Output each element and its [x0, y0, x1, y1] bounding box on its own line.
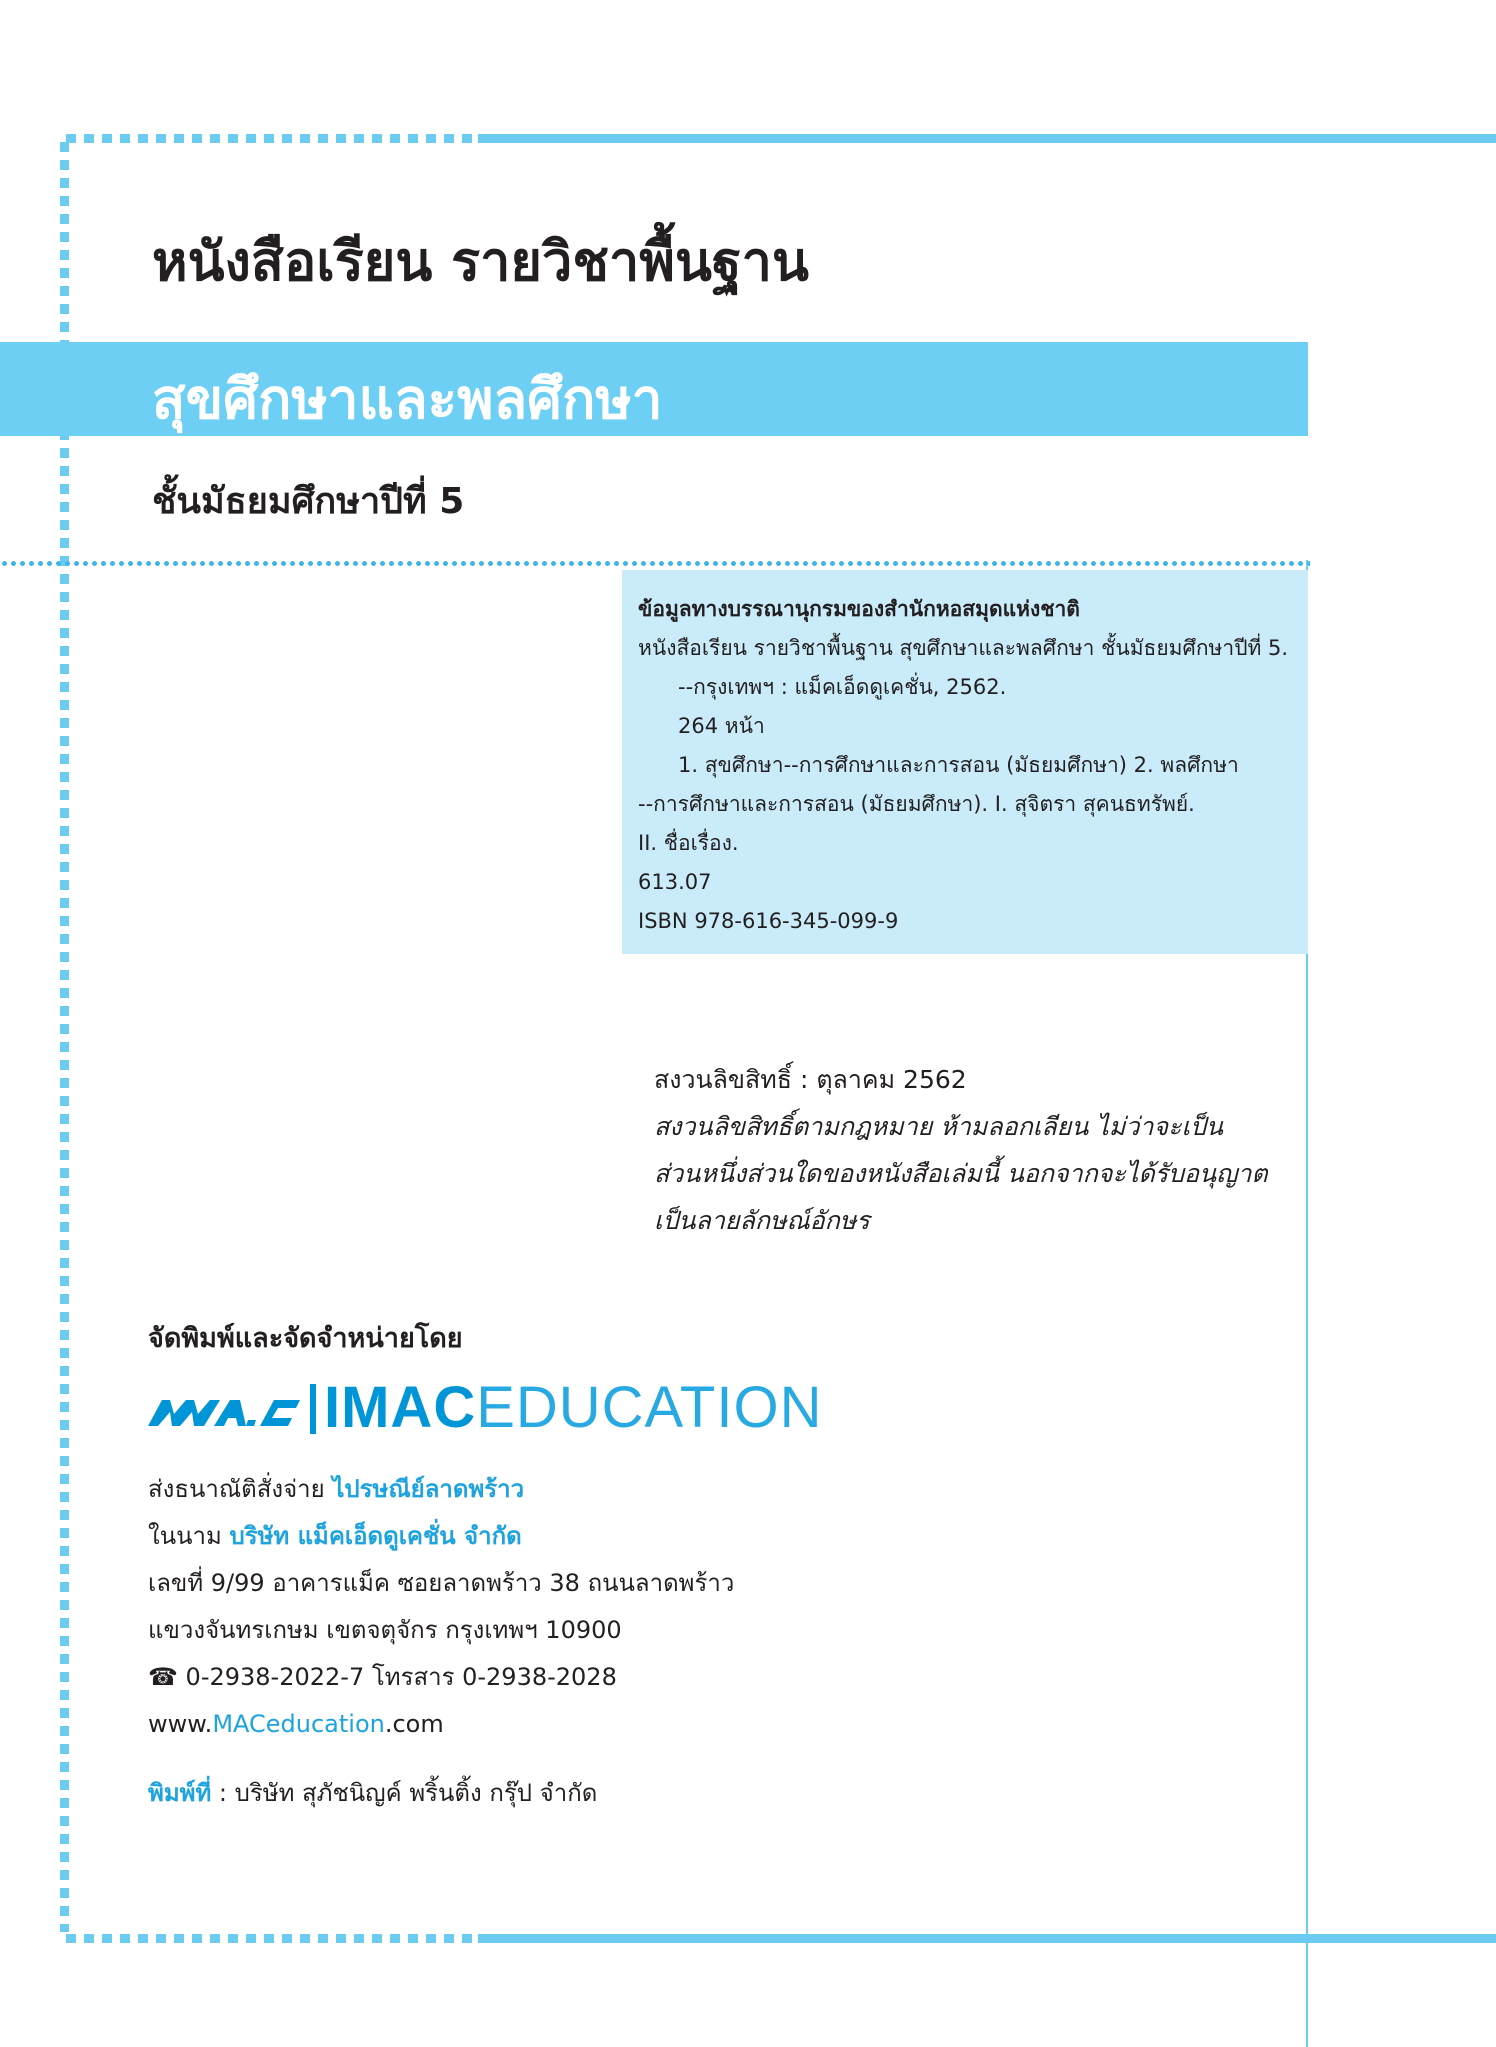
payee-prefix: ในนาม: [148, 1522, 230, 1550]
copyright-date: สงวนลิขสิทธิ์ : ตุลาคม 2562: [654, 1065, 967, 1094]
grade-label: ชั้นมัธยมศึกษาปีที่ 5: [152, 481, 465, 522]
logo-education-text: EDUCATION: [476, 1375, 823, 1440]
frame-top-dashes: [66, 134, 476, 143]
address-line-1: เลขที่ 9/99 อาคารแม็ค ซอยลาดพร้าว 38 ถนนลาดพร้าว: [148, 1569, 735, 1597]
copyright-block: [654, 1056, 1294, 1244]
mac-logo: [148, 1370, 828, 1446]
money-order-post-office: ไปรษณีย์ลาดพร้าว: [332, 1475, 525, 1503]
phone-icon: ☎: [148, 1663, 178, 1691]
cip-box: [622, 570, 1308, 954]
cip-line: II. ชื่อเรื่อง.: [638, 831, 739, 855]
cip-line: หนังสือเรียน รายวิชาพื้นฐาน สุขศึกษาและพลศึกษา ชั้นมัธยมศึกษาปีที่ 5.: [638, 636, 1289, 660]
printer-name: : บริษัท สุภัชนิญค์ พริ้นติ้ง กรุ๊ป จำกัด: [211, 1779, 598, 1807]
website-domain: MACeducation: [212, 1710, 385, 1738]
logo-imac-text: IMAC: [324, 1375, 477, 1440]
logo-separator: [310, 1384, 316, 1434]
cip-line: --การศึกษาและการสอน (มัธยมศึกษา). I. สุจิตรา สุคนธทรัพย์.: [638, 792, 1195, 816]
printer-line: [148, 1770, 948, 1817]
cip-line: --กรุงเทพฯ : แม็คเอ็ดดูเคชั่น, 2562.: [678, 675, 1007, 699]
phone-line: [148, 1654, 948, 1701]
printer-label: พิมพ์ที่: [148, 1779, 212, 1807]
money-order-prefix: ส่งธนาณัติสั่งจ่าย: [148, 1475, 333, 1503]
copyright-notice-line: สงวนลิขสิทธิ์ตามกฎหมาย ห้ามลอกเลียน ไม่ว่าจะเป็น: [654, 1112, 1223, 1141]
cip-line: 1. สุขศึกษา--การศึกษาและการสอน (มัธยมศึกษา) 2. พลศึกษา: [678, 753, 1239, 777]
payee-name: บริษัท แม็คเอ็ดดูเคชั่น จำกัด: [229, 1522, 522, 1550]
book-title: หนังสือเรียน รายวิชาพื้นฐาน: [152, 230, 809, 293]
dotted-divider: [0, 561, 1310, 566]
cip-text: [638, 590, 1298, 941]
frame-bottom-line: [478, 1934, 1496, 1943]
phone-numbers: 0-2938-2022-7 โทรสาร 0-2938-2028: [185, 1663, 617, 1691]
copyright-notice-line: เป็นลายลักษณ์อักษร: [654, 1206, 870, 1235]
frame-bottom-dashes: [66, 1934, 476, 1943]
cip-line: 264 หน้า: [678, 714, 765, 738]
publisher-address-block: [148, 1466, 948, 1817]
cip-header: ข้อมูลทางบรรณานุกรมของสำนักหอสมุดแห่งชาติ: [638, 597, 1080, 621]
payee-line: [148, 1513, 948, 1560]
cip-isbn: ISBN 978-616-345-099-9: [638, 909, 899, 933]
website-line[interactable]: [148, 1701, 948, 1748]
address-line-2: แขวงจันทรเกษม เขตจตุจักร กรุงเทพฯ 10900: [148, 1616, 622, 1644]
money-order-line: [148, 1466, 948, 1513]
website-suffix: .com: [384, 1710, 444, 1738]
logo-wordmark: [324, 1374, 822, 1441]
subject-banner: [0, 342, 1308, 436]
website-prefix: www.: [148, 1710, 213, 1738]
mac-logo-mark: [148, 1380, 306, 1440]
subject-title: สุขศึกษาและพลศึกษา: [152, 367, 663, 431]
publisher-label: จัดพิมพ์และจัดจำหน่ายโดย: [148, 1323, 463, 1354]
frame-top-line: [478, 134, 1496, 143]
cip-line: 613.07: [638, 870, 712, 894]
copyright-notice-line: ส่วนหนึ่งส่วนใดของหนังสือเล่มนี้ นอกจากจะได้รับอนุญาต: [654, 1159, 1268, 1188]
